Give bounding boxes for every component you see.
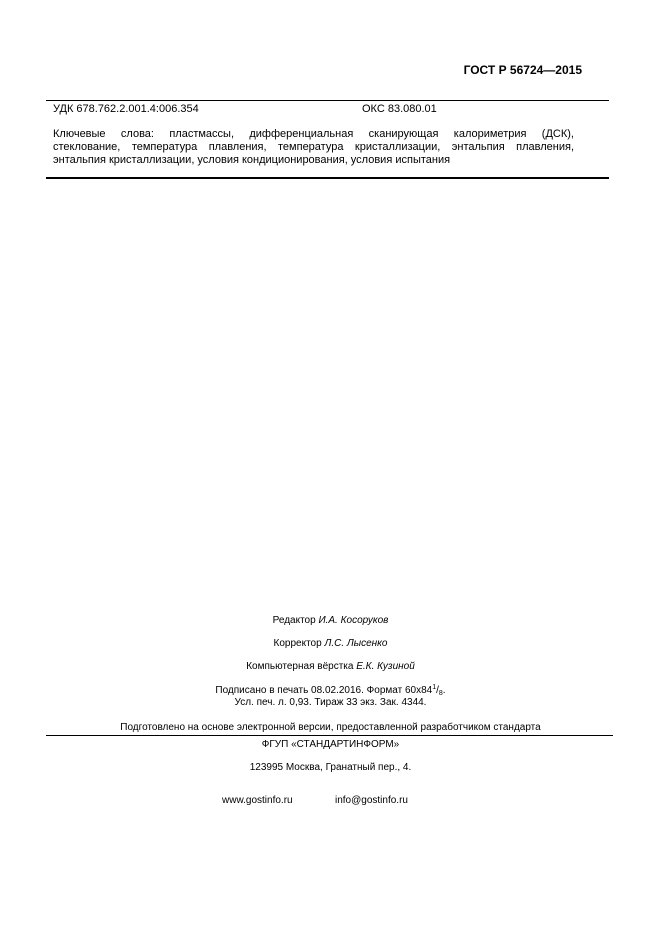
format-numerator: 1	[432, 684, 437, 691]
email-link[interactable]: info@gostinfo.ru	[335, 795, 408, 806]
udk-code: УДК 678.762.2.001.4:006.354	[53, 103, 199, 115]
website-link[interactable]: www.gostinfo.ru	[222, 795, 293, 806]
publisher-name: ФГУП «СТАНДАРТИНФОРМ»	[261, 739, 400, 750]
editor-name: И.А. Косоруков	[318, 615, 389, 626]
publisher-rule	[46, 735, 613, 736]
document-code: ГОСТ Р 56724—2015	[463, 63, 582, 77]
print-format-line: Подписано в печать 08.02.2016. Формат $60х84^1/_8$.	[215, 684, 446, 697]
print-line-prefix: Подписано в печать 08.02.2016. Формат 60х84	[215, 685, 433, 696]
corrector-line	[0, 638, 661, 649]
prepared-note: Подготовлено на основе электронной версии, предоставленной разработчиком стандарта	[120, 722, 541, 733]
editor-label: Редактор	[272, 615, 316, 626]
print-details: Усл. печ. л. 0,93. Тираж 33 экз. Зак. 4344.	[234, 697, 427, 708]
layout-line	[0, 661, 661, 672]
keywords-line: энтальпия кристаллизации, условия кондиционирования, условия испытания	[53, 154, 451, 166]
publisher-address: 123995 Москва, Гранатный пер., 4.	[249, 762, 412, 773]
corrector-label: Корректор	[273, 638, 322, 649]
layout-label: Компьютерная вёрстка	[246, 661, 354, 672]
corrector-name: Л.С. Лысенко	[324, 638, 388, 649]
oks-code: ОКС 83.080.01	[362, 103, 437, 115]
keywords-bottom-rule	[46, 177, 609, 179]
print-line-suffix: .	[442, 685, 446, 696]
format-denominator: 8	[438, 690, 443, 697]
top-rule	[46, 100, 609, 101]
keywords-line: стеклование, температура плавления, температура кристаллизации, энтальпия плавления,	[53, 141, 574, 153]
keywords-block	[53, 128, 574, 167]
keywords-line: Ключевые слова: пластмассы, дифференциальная сканирующая калориметрия (ДСК),	[53, 128, 574, 140]
layout-name: Е.К. Кузиной	[356, 661, 415, 672]
editor-line	[0, 615, 661, 626]
